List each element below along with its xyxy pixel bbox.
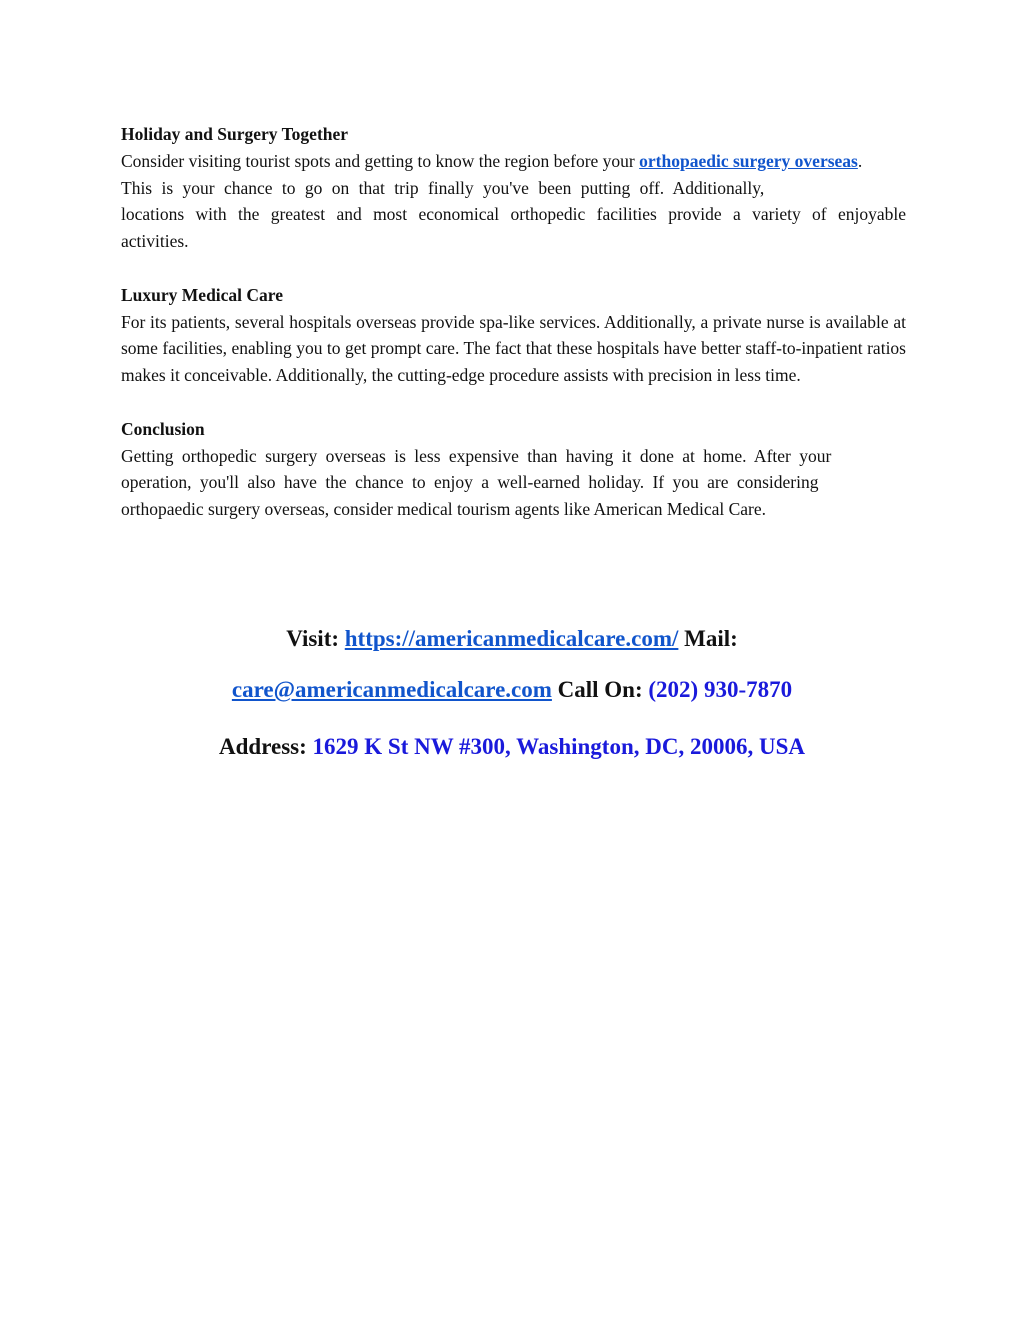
phone-number: (202) 930-7870 [648, 677, 793, 702]
paragraph [121, 148, 891, 202]
call-label: Call On: [557, 677, 643, 702]
contact-email-line [0, 677, 1024, 703]
orthopaedic-surgery-link[interactable]: orthopaedic surgery overseas [639, 150, 858, 171]
email-link[interactable]: care@americanmedicalcare.com [231, 677, 552, 702]
section-conclusion [121, 416, 906, 523]
document-body [121, 121, 906, 550]
visit-label: Visit: [286, 626, 340, 651]
paragraph: For its patients, several hospitals overseas provide spa-like services. Additionally, a private nurse is available at some facilities, enabling you to get prompt care. The fact that these hospitals have better staff-to-inpatient ratios makes it conceivable. Additionally, the cutting-edge procedure assists with precision in less time. [121, 311, 906, 386]
section-heading: Conclusion [121, 418, 205, 439]
website-link[interactable]: https://americanmedicalcare.com/ [344, 626, 679, 651]
paragraph: locations with the greatest and most economical orthopedic facilities provide a variety of enjoyable activities. [121, 204, 906, 252]
contact-visit-line [0, 626, 1024, 652]
section-holiday-surgery [121, 121, 906, 255]
paragraph-text: Consider visiting tourist spots and getting to know the region before your [121, 150, 635, 171]
section-heading: Holiday and Surgery Together [121, 124, 349, 144]
mail-label: Mail: [684, 626, 738, 651]
address-label: Address: [219, 734, 307, 759]
contact-address-line [0, 734, 1024, 760]
address-value: 1629 K St NW #300, Washington, DC, 20006, USA [312, 734, 805, 759]
paragraph: Getting orthopedic surgery overseas is less expensive than having it done at home. After your operation, you'll also have the chance to enjoy a well-earned holiday. If you are considering [121, 445, 832, 493]
paragraph: orthopaedic surgery overseas, consider medical tourism agents like American Medical Care. [121, 499, 767, 520]
section-heading: Luxury Medical Care [121, 284, 284, 305]
section-luxury-care [121, 282, 906, 389]
paragraph-text: . This is your chance to go on that trip finally you've been putting off. Additionally, [121, 150, 863, 198]
